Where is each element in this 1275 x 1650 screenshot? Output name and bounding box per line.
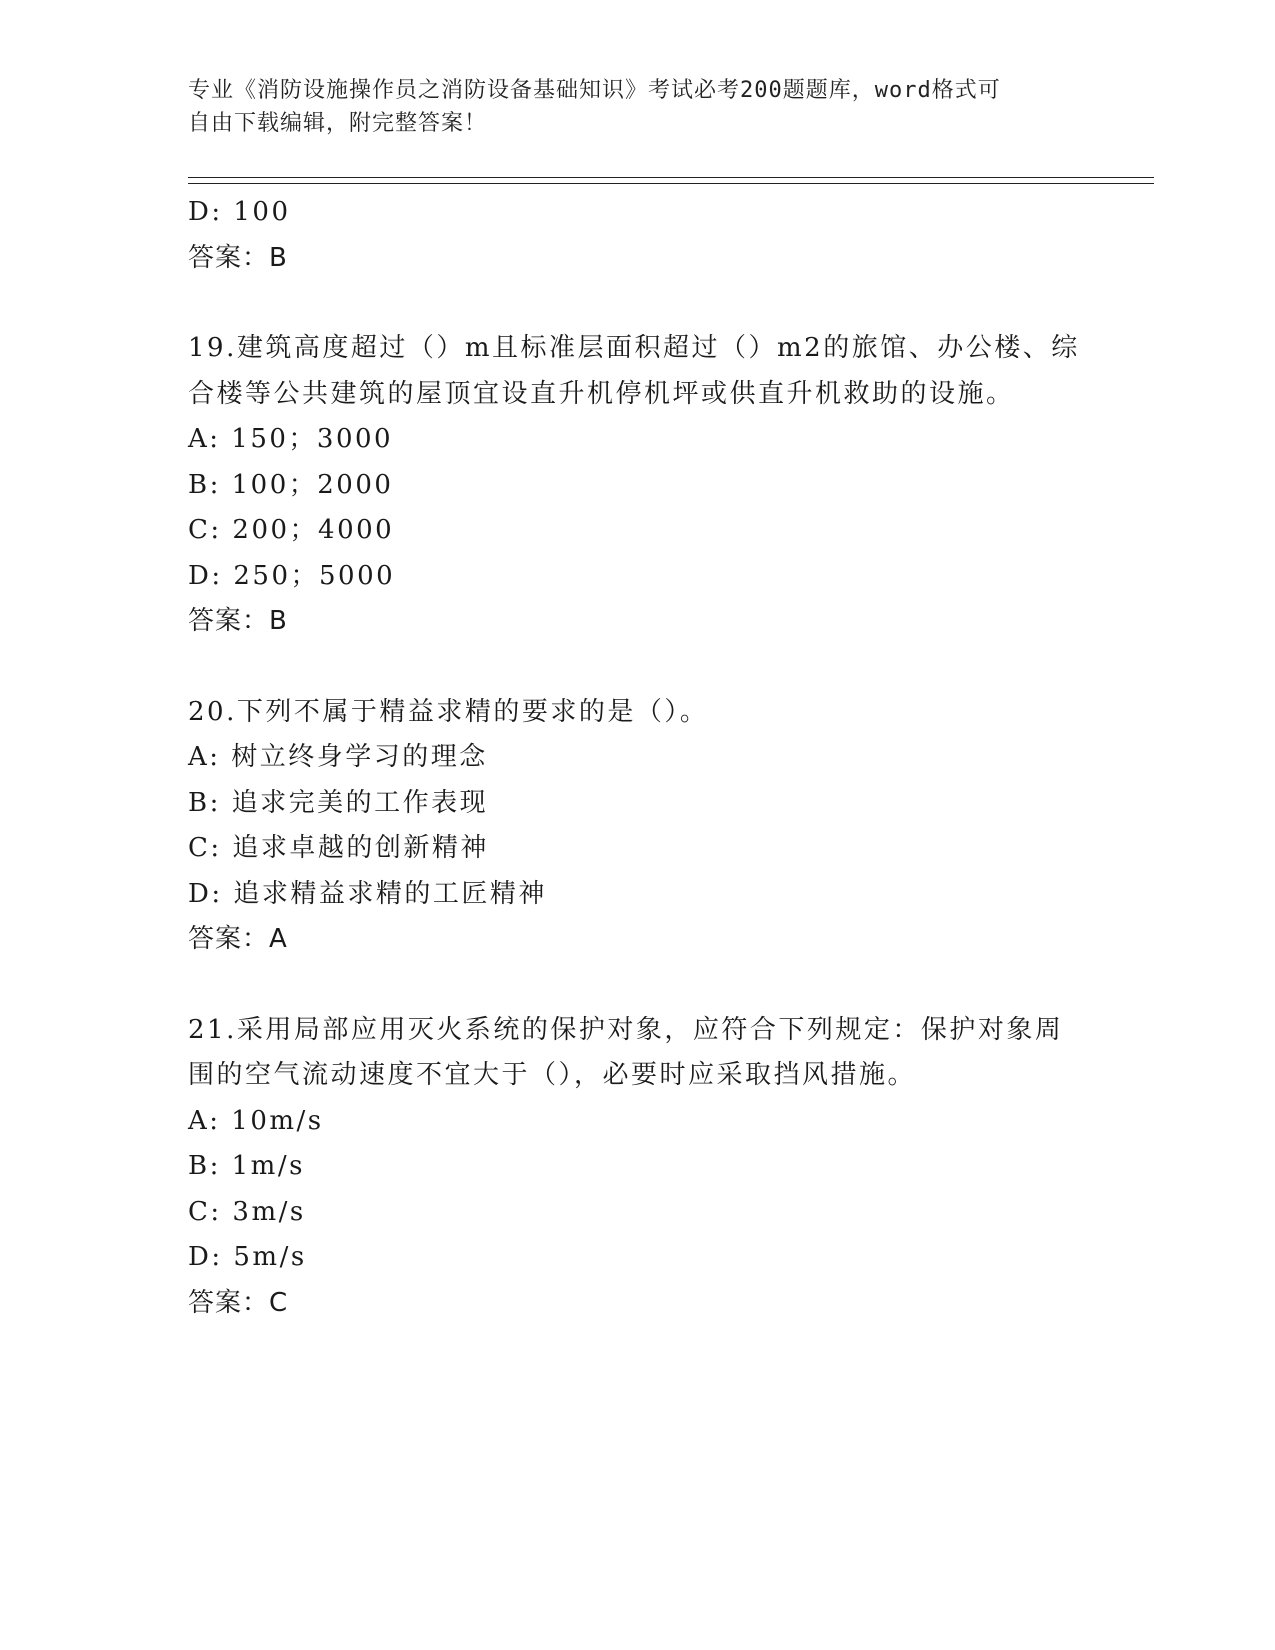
spacer xyxy=(188,645,1088,690)
answer-line: 答案：A xyxy=(188,924,288,954)
question-stem-line: 围的空气流动速度不宜大于（），必要时应采取挡风措施。 xyxy=(188,1060,917,1090)
question-19 xyxy=(188,326,1088,645)
option-b: B: 1m/s xyxy=(188,1151,305,1181)
option-d: D: 250；5000 xyxy=(188,560,396,591)
question-20 xyxy=(188,690,1088,963)
spacer xyxy=(188,963,1088,1008)
option-a: A: 树立终身学习的理念 xyxy=(188,742,488,772)
question-stem-line: 19.建筑高度超过（）m且标准层面积超过（）m2的旅馆、办公楼、综 xyxy=(188,333,1080,363)
option-d: D: 100 xyxy=(188,197,291,227)
question-list xyxy=(188,190,1088,1326)
answer-line: 答案：B xyxy=(188,606,288,636)
header-divider-top xyxy=(188,177,1154,178)
option-d: D: 5m/s xyxy=(188,1242,307,1272)
option-a: A: 150；3000 xyxy=(188,424,394,454)
option-c: C: 200；4000 xyxy=(188,515,395,545)
previous-question-tail xyxy=(188,190,1088,281)
option-a: A: 10m/s xyxy=(188,1105,324,1136)
option-c: C: 3m/s xyxy=(188,1196,306,1227)
option-c: C: 追求卓越的创新精神 xyxy=(188,833,489,863)
question-stem-line: 21.采用局部应用灭火系统的保护对象，应符合下列规定：保护对象周 xyxy=(188,1014,1064,1045)
option-b: B: 追求完美的工作表现 xyxy=(188,787,489,818)
question-stem-line: 20.下列不属于精益求精的要求的是（）。 xyxy=(188,696,709,727)
answer-line: 答案：C xyxy=(188,1287,289,1318)
header-line-1: 专业《消防设施操作员之消防设备基础知识》考试必考200题题库，word格式可 xyxy=(188,78,1001,103)
page-header xyxy=(188,74,1068,140)
header-divider-bottom xyxy=(188,183,1154,184)
answer-line: 答案：B xyxy=(188,242,288,273)
spacer xyxy=(188,281,1088,326)
header-line-2: 自由下载编辑，附完整答案！ xyxy=(188,111,488,136)
question-21 xyxy=(188,1008,1088,1327)
question-stem-line: 合楼等公共建筑的屋顶宜设直升机停机坪或供直升机救助的设施。 xyxy=(188,378,1015,409)
option-d: D: 追求精益求精的工匠精神 xyxy=(188,878,547,909)
option-b: B: 100；2000 xyxy=(188,469,394,500)
